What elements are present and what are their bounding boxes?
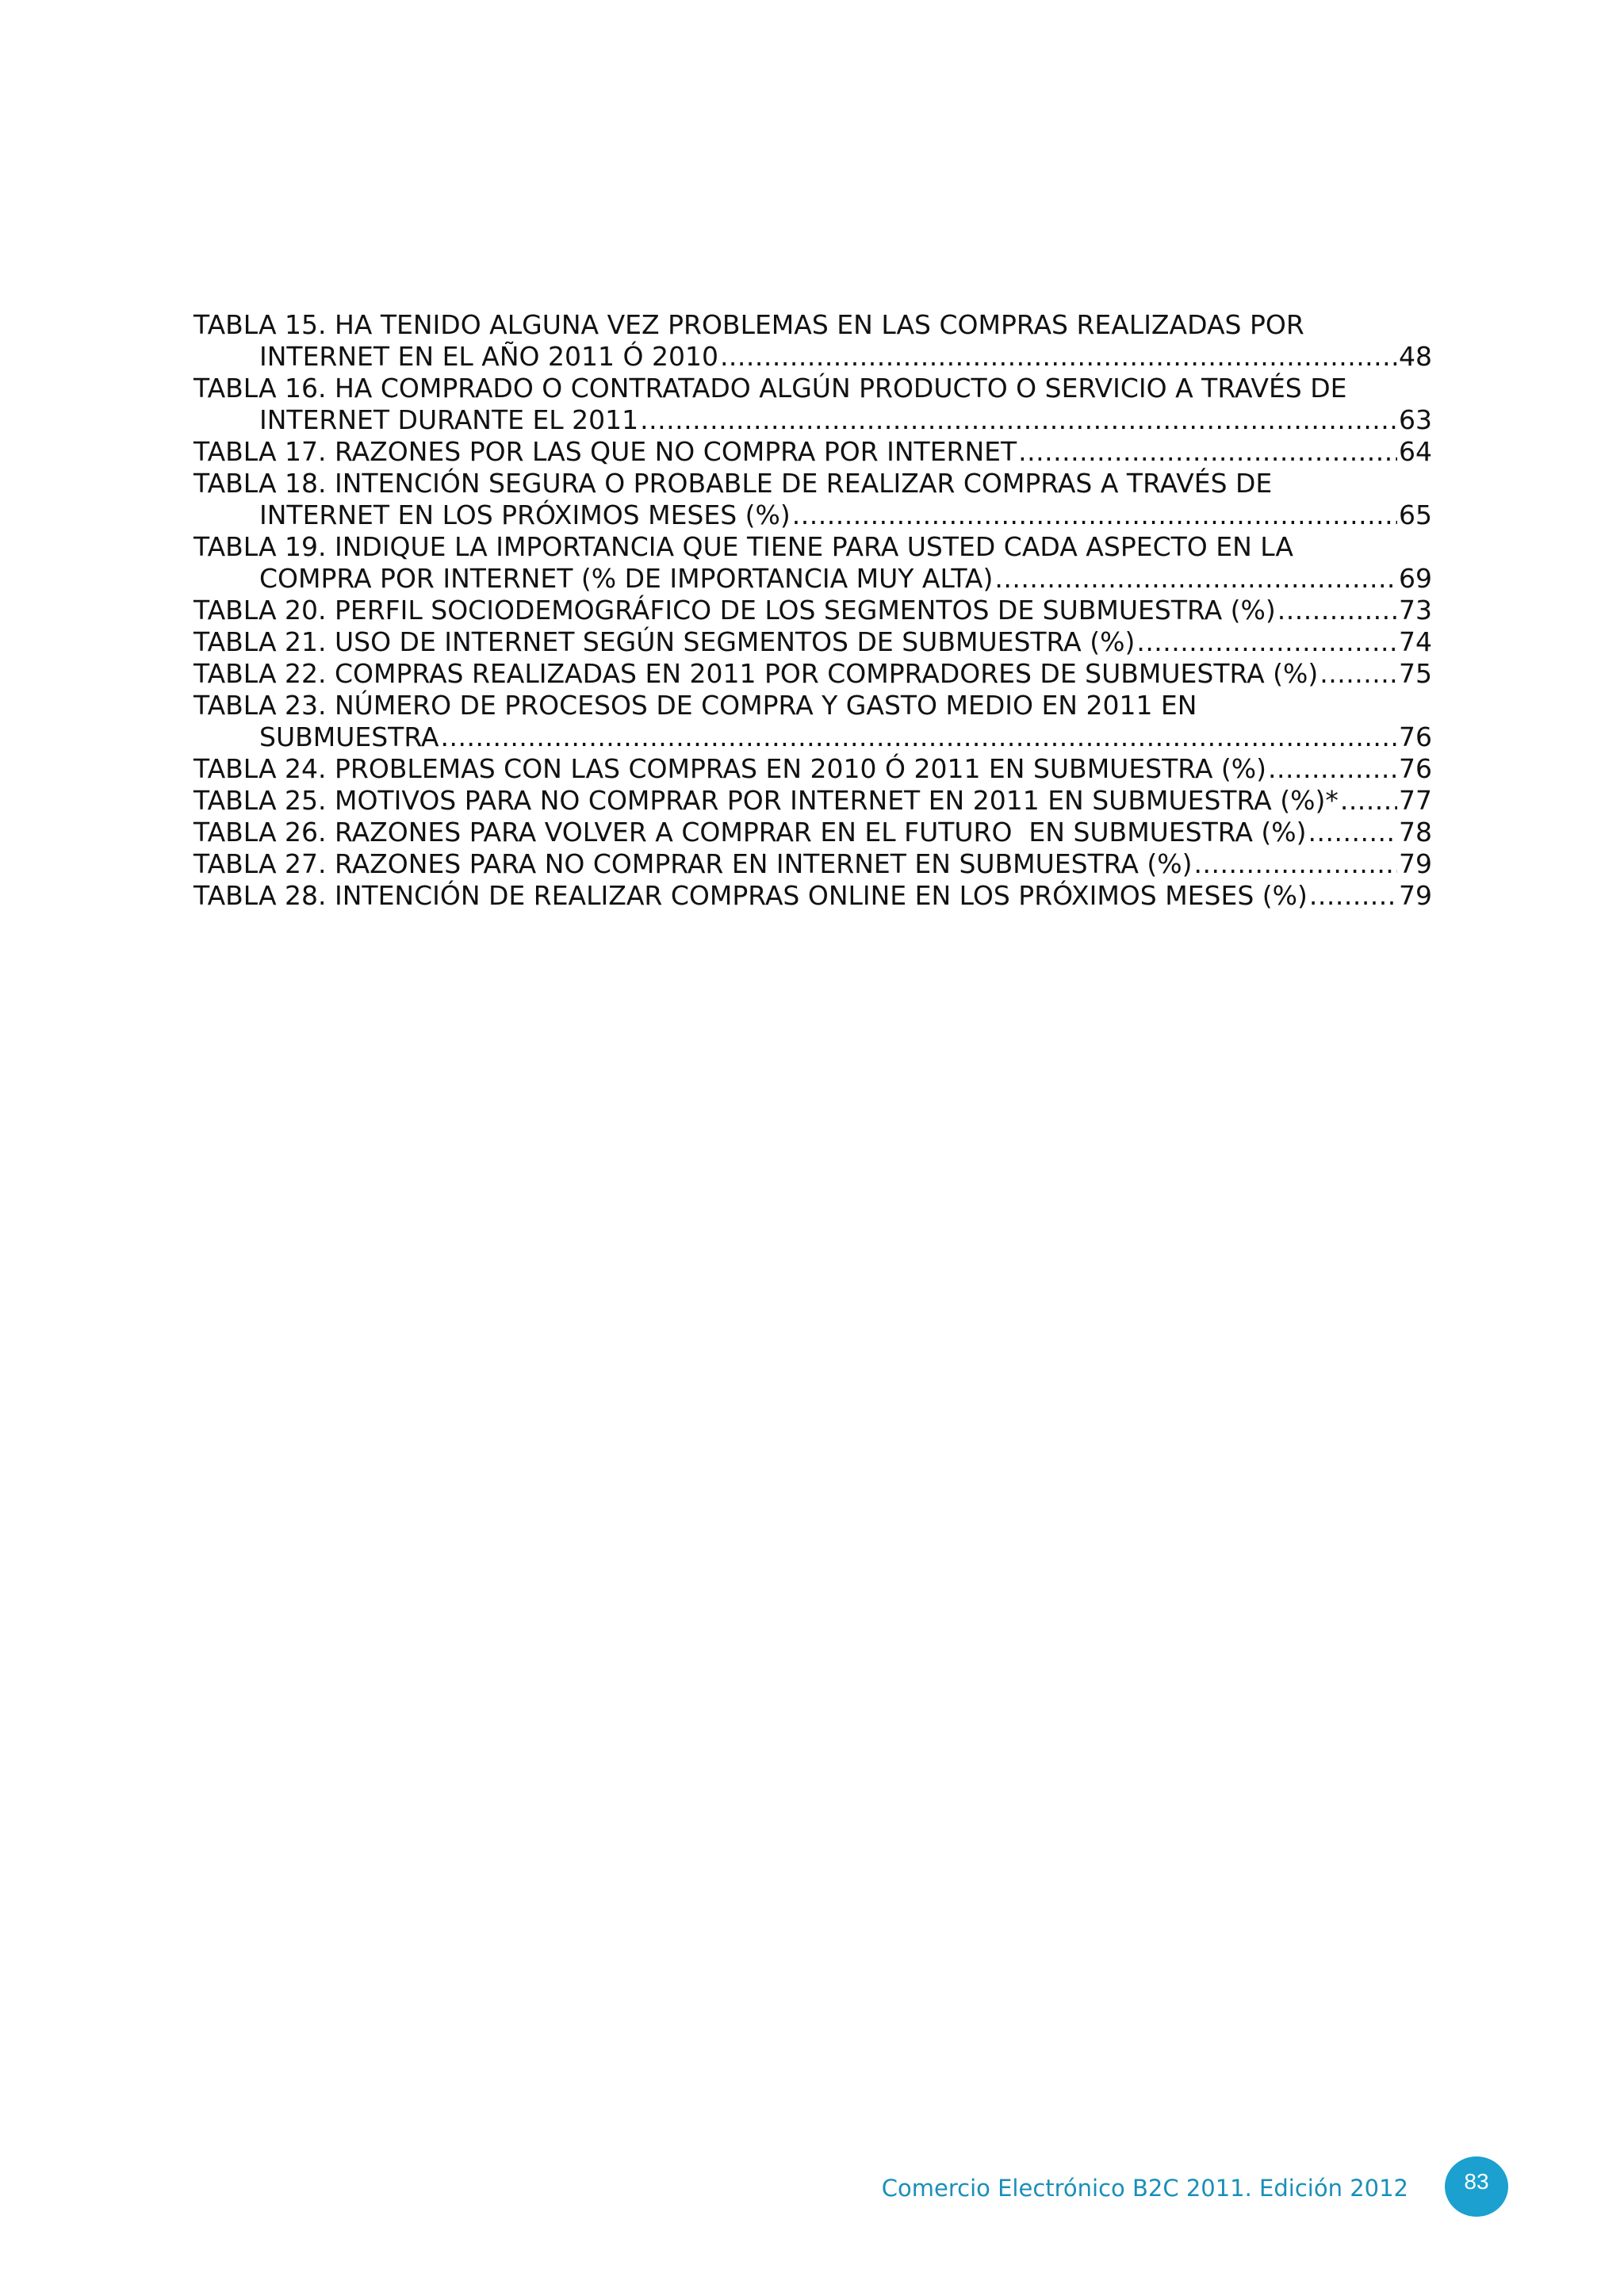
toc-entry-tabla-22[interactable] <box>193 658 1432 690</box>
toc-entry-page: 63 <box>1399 404 1432 435</box>
dot-leader <box>994 563 1397 595</box>
dot-leader <box>1308 817 1397 848</box>
toc-entry-tabla-26[interactable] <box>193 817 1432 848</box>
toc-entry-line <box>193 626 1432 658</box>
dot-leader <box>1340 785 1397 817</box>
table-of-tables <box>193 309 1432 912</box>
page-number-badge <box>1445 2156 1508 2217</box>
toc-entry-page: 65 <box>1399 499 1432 530</box>
toc-entry-line <box>193 690 1432 721</box>
toc-entry-tabla-25[interactable] <box>193 785 1432 817</box>
toc-entry-title-cont: INTERNET EN EL AÑO 2011 Ó 2010 <box>259 341 718 372</box>
toc-entry-title: TABLA 26. RAZONES PARA VOLVER A COMPRAR EN EL FUTURO EN SUBMUESTRA (%) <box>193 817 1307 848</box>
toc-entry-page: 48 <box>1399 341 1432 372</box>
toc-entry-title-cont: COMPRA POR INTERNET (% DE IMPORTANCIA MUY ALTA) <box>259 563 994 594</box>
toc-entry-line <box>193 848 1432 880</box>
dot-leader <box>1268 753 1397 785</box>
dot-leader <box>1309 880 1397 912</box>
toc-entry-title: TABLA 15. HA TENIDO ALGUNA VEZ PROBLEMAS EN LAS COMPRAS REALIZADAS POR <box>193 309 1304 340</box>
toc-entry-page: 76 <box>1399 753 1432 784</box>
toc-entry-line <box>193 785 1432 817</box>
toc-entry-line <box>193 880 1432 912</box>
toc-entry-title-cont: INTERNET DURANTE EL 2011 <box>259 404 639 435</box>
toc-entry-line <box>193 309 1432 341</box>
toc-entry-page: 75 <box>1399 658 1432 689</box>
toc-entry-title: TABLA 18. INTENCIÓN SEGURA O PROBABLE DE REALIZAR COMPRAS A TRAVÉS DE <box>193 468 1273 499</box>
toc-entry-tabla-20[interactable] <box>193 595 1432 626</box>
dot-leader <box>640 404 1397 436</box>
dot-leader <box>1018 436 1397 468</box>
toc-entry-tabla-17[interactable] <box>193 436 1432 468</box>
toc-entry-line <box>193 373 1432 404</box>
toc-entry-title: TABLA 19. INDIQUE LA IMPORTANCIA QUE TIENE PARA USTED CADA ASPECTO EN LA <box>193 531 1293 562</box>
toc-entry-title: TABLA 20. PERFIL SOCIODEMOGRÁFICO DE LOS SEGMENTOS DE SUBMUESTRA (%) <box>193 595 1276 626</box>
toc-entry-title: TABLA 28. INTENCIÓN DE REALIZAR COMPRAS ONLINE EN LOS PRÓXIMOS MESES (%) <box>193 880 1308 911</box>
toc-entry-title: TABLA 27. RAZONES PARA NO COMPRAR EN INTERNET EN SUBMUESTRA (%) <box>193 848 1193 879</box>
toc-entry-tabla-19[interactable] <box>193 531 1432 595</box>
toc-entry-line <box>193 468 1432 499</box>
toc-entry-title: TABLA 21. USO DE INTERNET SEGÚN SEGMENTOS DE SUBMUESTRA (%) <box>193 626 1136 657</box>
toc-entry-line <box>193 595 1432 626</box>
toc-entry-page: 78 <box>1399 817 1432 848</box>
dot-leader <box>1320 658 1397 690</box>
toc-entry-title: TABLA 23. NÚMERO DE PROCESOS DE COMPRA Y GASTO MEDIO EN 2011 EN <box>193 690 1197 721</box>
toc-entry-tabla-27[interactable] <box>193 848 1432 880</box>
toc-entry-tabla-23[interactable] <box>193 690 1432 753</box>
toc-entry-page: 74 <box>1399 626 1432 657</box>
toc-entry-page: 76 <box>1399 721 1432 752</box>
dot-leader <box>1277 595 1397 626</box>
toc-entry-line <box>193 721 1432 753</box>
toc-entry-title: TABLA 16. HA COMPRADO O CONTRATADO ALGÚN PRODUCTO O SERVICIO A TRAVÉS DE <box>193 373 1347 404</box>
toc-entry-line <box>193 753 1432 785</box>
dot-leader <box>441 721 1398 753</box>
toc-entry-title: TABLA 25. MOTIVOS PARA NO COMPRAR POR INTERNET EN 2011 EN SUBMUESTRA (%)* <box>193 785 1339 816</box>
toc-entry-line <box>193 404 1432 436</box>
toc-entry-page: 64 <box>1399 436 1432 467</box>
footer-publication-title: Comercio Electrónico B2C 2011. Edición 2012 <box>881 2175 1408 2202</box>
toc-entry-title: TABLA 24. PROBLEMAS CON LAS COMPRAS EN 2010 Ó 2011 EN SUBMUESTRA (%) <box>193 753 1267 784</box>
dot-leader <box>1194 848 1397 880</box>
toc-entry-page: 73 <box>1399 595 1432 626</box>
toc-entry-page: 79 <box>1399 880 1432 911</box>
toc-entry-page: 69 <box>1399 563 1432 594</box>
toc-entry-page: 77 <box>1399 785 1432 816</box>
toc-entry-line <box>193 499 1432 531</box>
toc-entry-tabla-24[interactable] <box>193 753 1432 785</box>
toc-entry-title: TABLA 17. RAZONES POR LAS QUE NO COMPRA POR INTERNET <box>193 436 1017 467</box>
dot-leader <box>1136 626 1397 658</box>
toc-entry-line <box>193 563 1432 595</box>
toc-entry-tabla-16[interactable] <box>193 373 1432 436</box>
toc-entry-tabla-18[interactable] <box>193 468 1432 531</box>
toc-entry-title-cont: INTERNET EN LOS PRÓXIMOS MESES (%) <box>259 499 791 530</box>
toc-entry-line <box>193 817 1432 848</box>
toc-entry-line <box>193 436 1432 468</box>
toc-entry-title-cont: SUBMUESTRA <box>259 721 439 752</box>
page-number: 83 <box>1464 2169 1489 2194</box>
toc-entry-tabla-21[interactable] <box>193 626 1432 658</box>
toc-entry-title: TABLA 22. COMPRAS REALIZADAS EN 2011 POR COMPRADORES DE SUBMUESTRA (%) <box>193 658 1319 689</box>
toc-entry-page: 79 <box>1399 848 1432 879</box>
toc-entry-tabla-28[interactable] <box>193 880 1432 912</box>
toc-entry-line <box>193 341 1432 373</box>
toc-entry-line <box>193 658 1432 690</box>
toc-entry-tabla-15[interactable] <box>193 309 1432 373</box>
dot-leader <box>792 499 1397 531</box>
dot-leader <box>720 341 1397 373</box>
toc-entry-line <box>193 531 1432 563</box>
